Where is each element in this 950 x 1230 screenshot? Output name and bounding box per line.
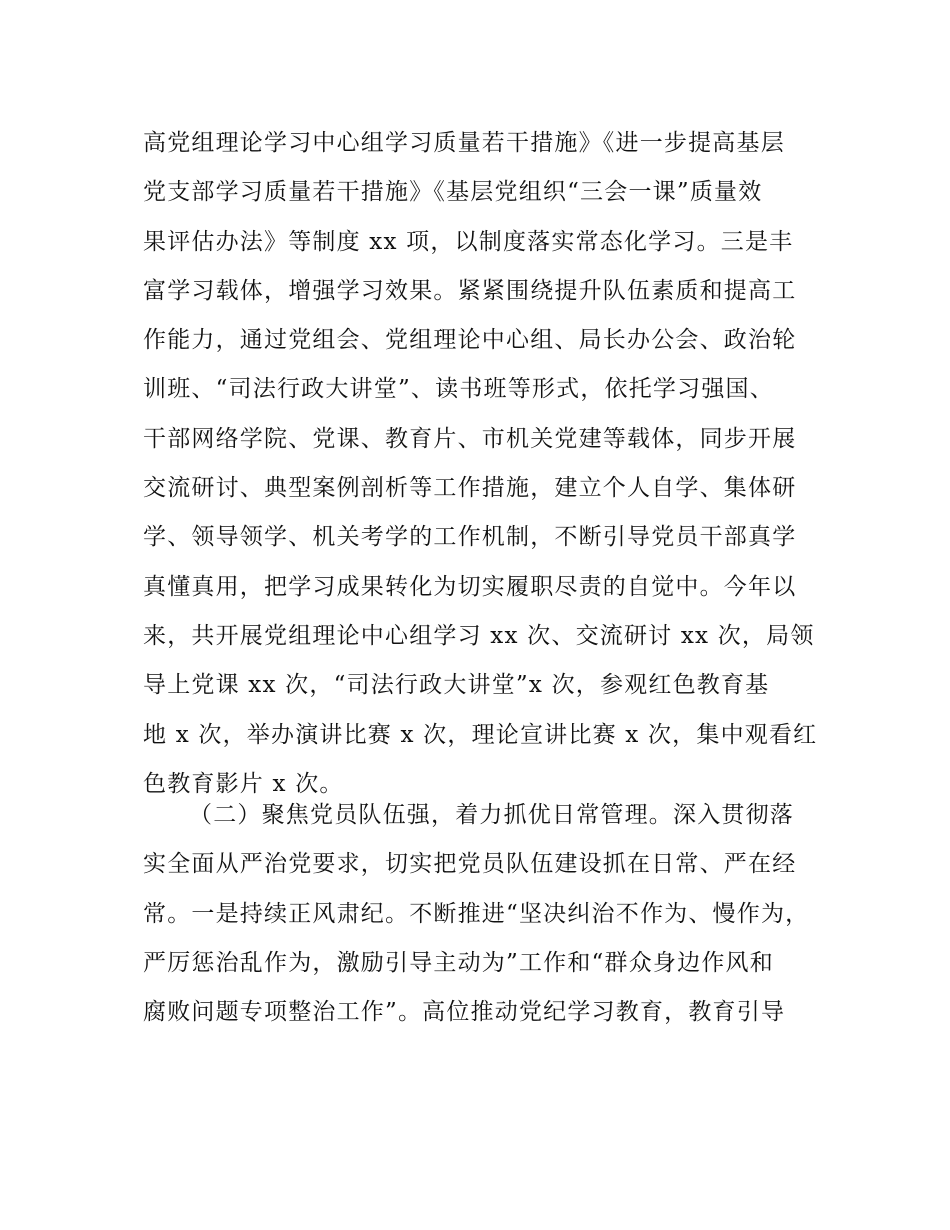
text-line: 干部网络学院、党课、教育片、市机关党建等载体，同步开展	[143, 425, 797, 452]
text-line: 富学习载体，增强学习效果。紧紧围绕提升队伍素质和提高工	[143, 277, 797, 304]
text-line: 来，共开展党组理论中心组学习 xx 次、交流研讨 xx 次，局领	[143, 622, 815, 649]
text-line: 腐败问题专项整治工作”。高位推动党纪学习教育，教育引导	[143, 999, 786, 1026]
paragraph-party-member-management	[143, 791, 823, 1037]
text-line: 学、领导领学、机关考学的工作机制，不断引导党员干部真学	[143, 524, 797, 551]
text-line: 果评估办法》等制度 xx 项，以制度落实常态化学习。三是丰	[143, 228, 794, 255]
text-line: 导上党课 xx 次，“司法行政大讲堂”x 次，参观红色教育基	[143, 672, 770, 699]
text-line: 地 x 次，举办演讲比赛 x 次，理论宣讲比赛 x 次，集中观看红	[143, 721, 818, 748]
text-line: 党支部学习质量若干措施》《基层党组织“三会一课”质量效	[143, 179, 763, 206]
text-line: 训班、“司法行政大讲堂”、读书班等形式，依托学习强国、	[143, 376, 774, 403]
text-line: 常。一是持续正风肃纪。不断推进“坚决纠治不作为、慢作为，	[143, 900, 810, 927]
text-line: 交流研讨、典型案例剖析等工作措施，建立个人自学、集体研	[143, 475, 797, 502]
text-line: 高党组理论学习中心组学习质量若干措施》《进一步提高基层	[143, 130, 785, 156]
text-line: 色教育影片 x 次。	[143, 770, 344, 797]
text-line: 严厉惩治乱作为，激励引导主动为”工作和“群众身边作风和	[143, 949, 774, 976]
paragraph-learning-measures	[143, 119, 823, 809]
text-line: 作能力，通过党组会、党组理论中心组、局长办公会、政治轮	[143, 327, 797, 354]
text-line: 真懂真用，把学习成果转化为切实履职尽责的自觉中。今年以	[143, 573, 797, 600]
text-line: 实全面从严治党要求，切实把党员队伍建设抓在日常、严在经	[143, 851, 797, 878]
text-line: （二）聚焦党员队伍强，着力抓优日常管理。深入贯彻落	[189, 802, 794, 828]
